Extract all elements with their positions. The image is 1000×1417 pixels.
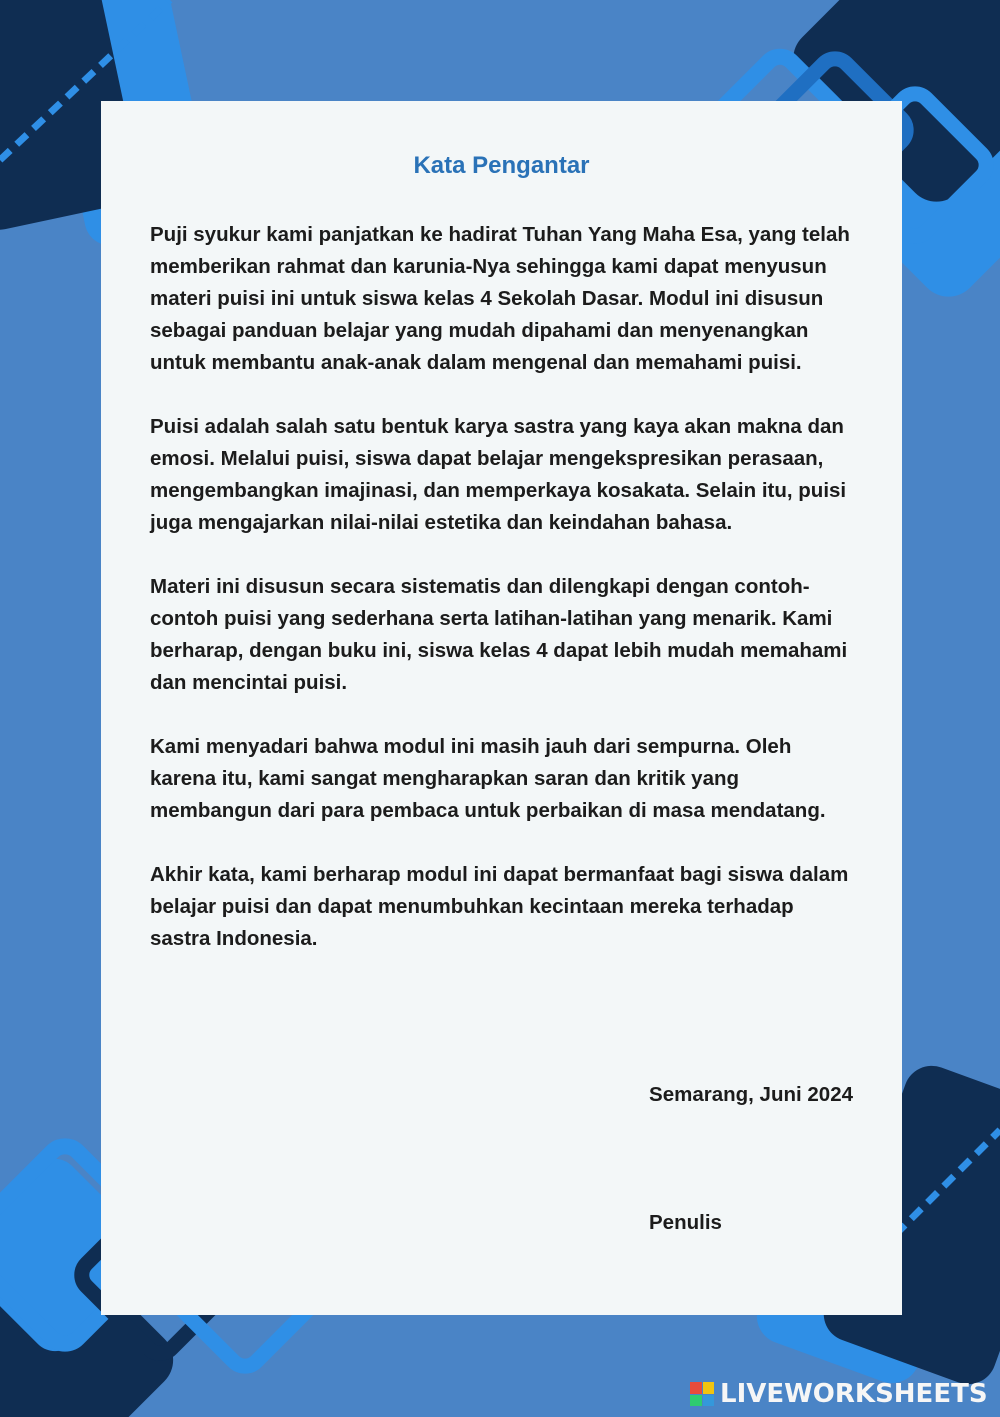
logo-tile — [703, 1382, 715, 1394]
paragraph: Materi ini disusun secara sistematis dan dilengkapi dengan contoh-contoh puisi yang sederhana serta latihan-latihan yang menarik. Kami berharap, dengan buku ini, siswa kelas 4 dapat lebih mudah memahami dan mencintai puisi. — [150, 575, 848, 694]
brand-name: LIVEWORKSHEETS — [720, 1379, 988, 1409]
signer-name: Penulis — [649, 1211, 722, 1234]
paragraph: Akhir kata, kami berharap modul ini dapat bermanfaat bagi siswa dalam belajar puisi dan dapat menumbuhkan kecintaan mereka terhadap sastra Indonesia. — [150, 863, 849, 950]
logo-tile — [690, 1395, 702, 1407]
place-date: Semarang, Juni 2024 — [649, 1083, 853, 1106]
document-body — [150, 219, 850, 987]
paragraph: Puji syukur kami panjatkan ke hadirat Tuhan Yang Maha Esa, yang telah memberikan rahmat dan karunia-Nya sehingga kami dapat menyusun materi puisi ini untuk siswa kelas 4 Sekolah Dasar. Modul ini disusun sebagai panduan belajar yang mudah dipahami dan menyenangkan untuk membantu anak-anak dalam mengenal dan memahami puisi. — [150, 223, 850, 374]
logo-tile — [703, 1395, 715, 1407]
paragraph: Puisi adalah salah satu bentuk karya sastra yang kaya akan makna dan emosi. Melalui puisi, siswa dapat belajar mengekspresikan perasaan, mengembangkan imajinasi, dan memperkaya kosakata. Selain itu, puisi juga mengajarkan nilai-nilai estetika dan keindahan bahasa. — [150, 415, 847, 534]
paragraph: Kami menyadari bahwa modul ini masih jauh dari sempurna. Oleh karena itu, kami sangat mengharapkan saran dan kritik yang membangun dari para pembaca untuk perbaikan di masa mendatang. — [150, 735, 826, 822]
liveworksheets-logo-icon — [690, 1382, 714, 1406]
logo-tile — [690, 1382, 702, 1394]
liveworksheets-watermark — [690, 1378, 988, 1410]
page-title: Kata Pengantar — [413, 152, 590, 179]
